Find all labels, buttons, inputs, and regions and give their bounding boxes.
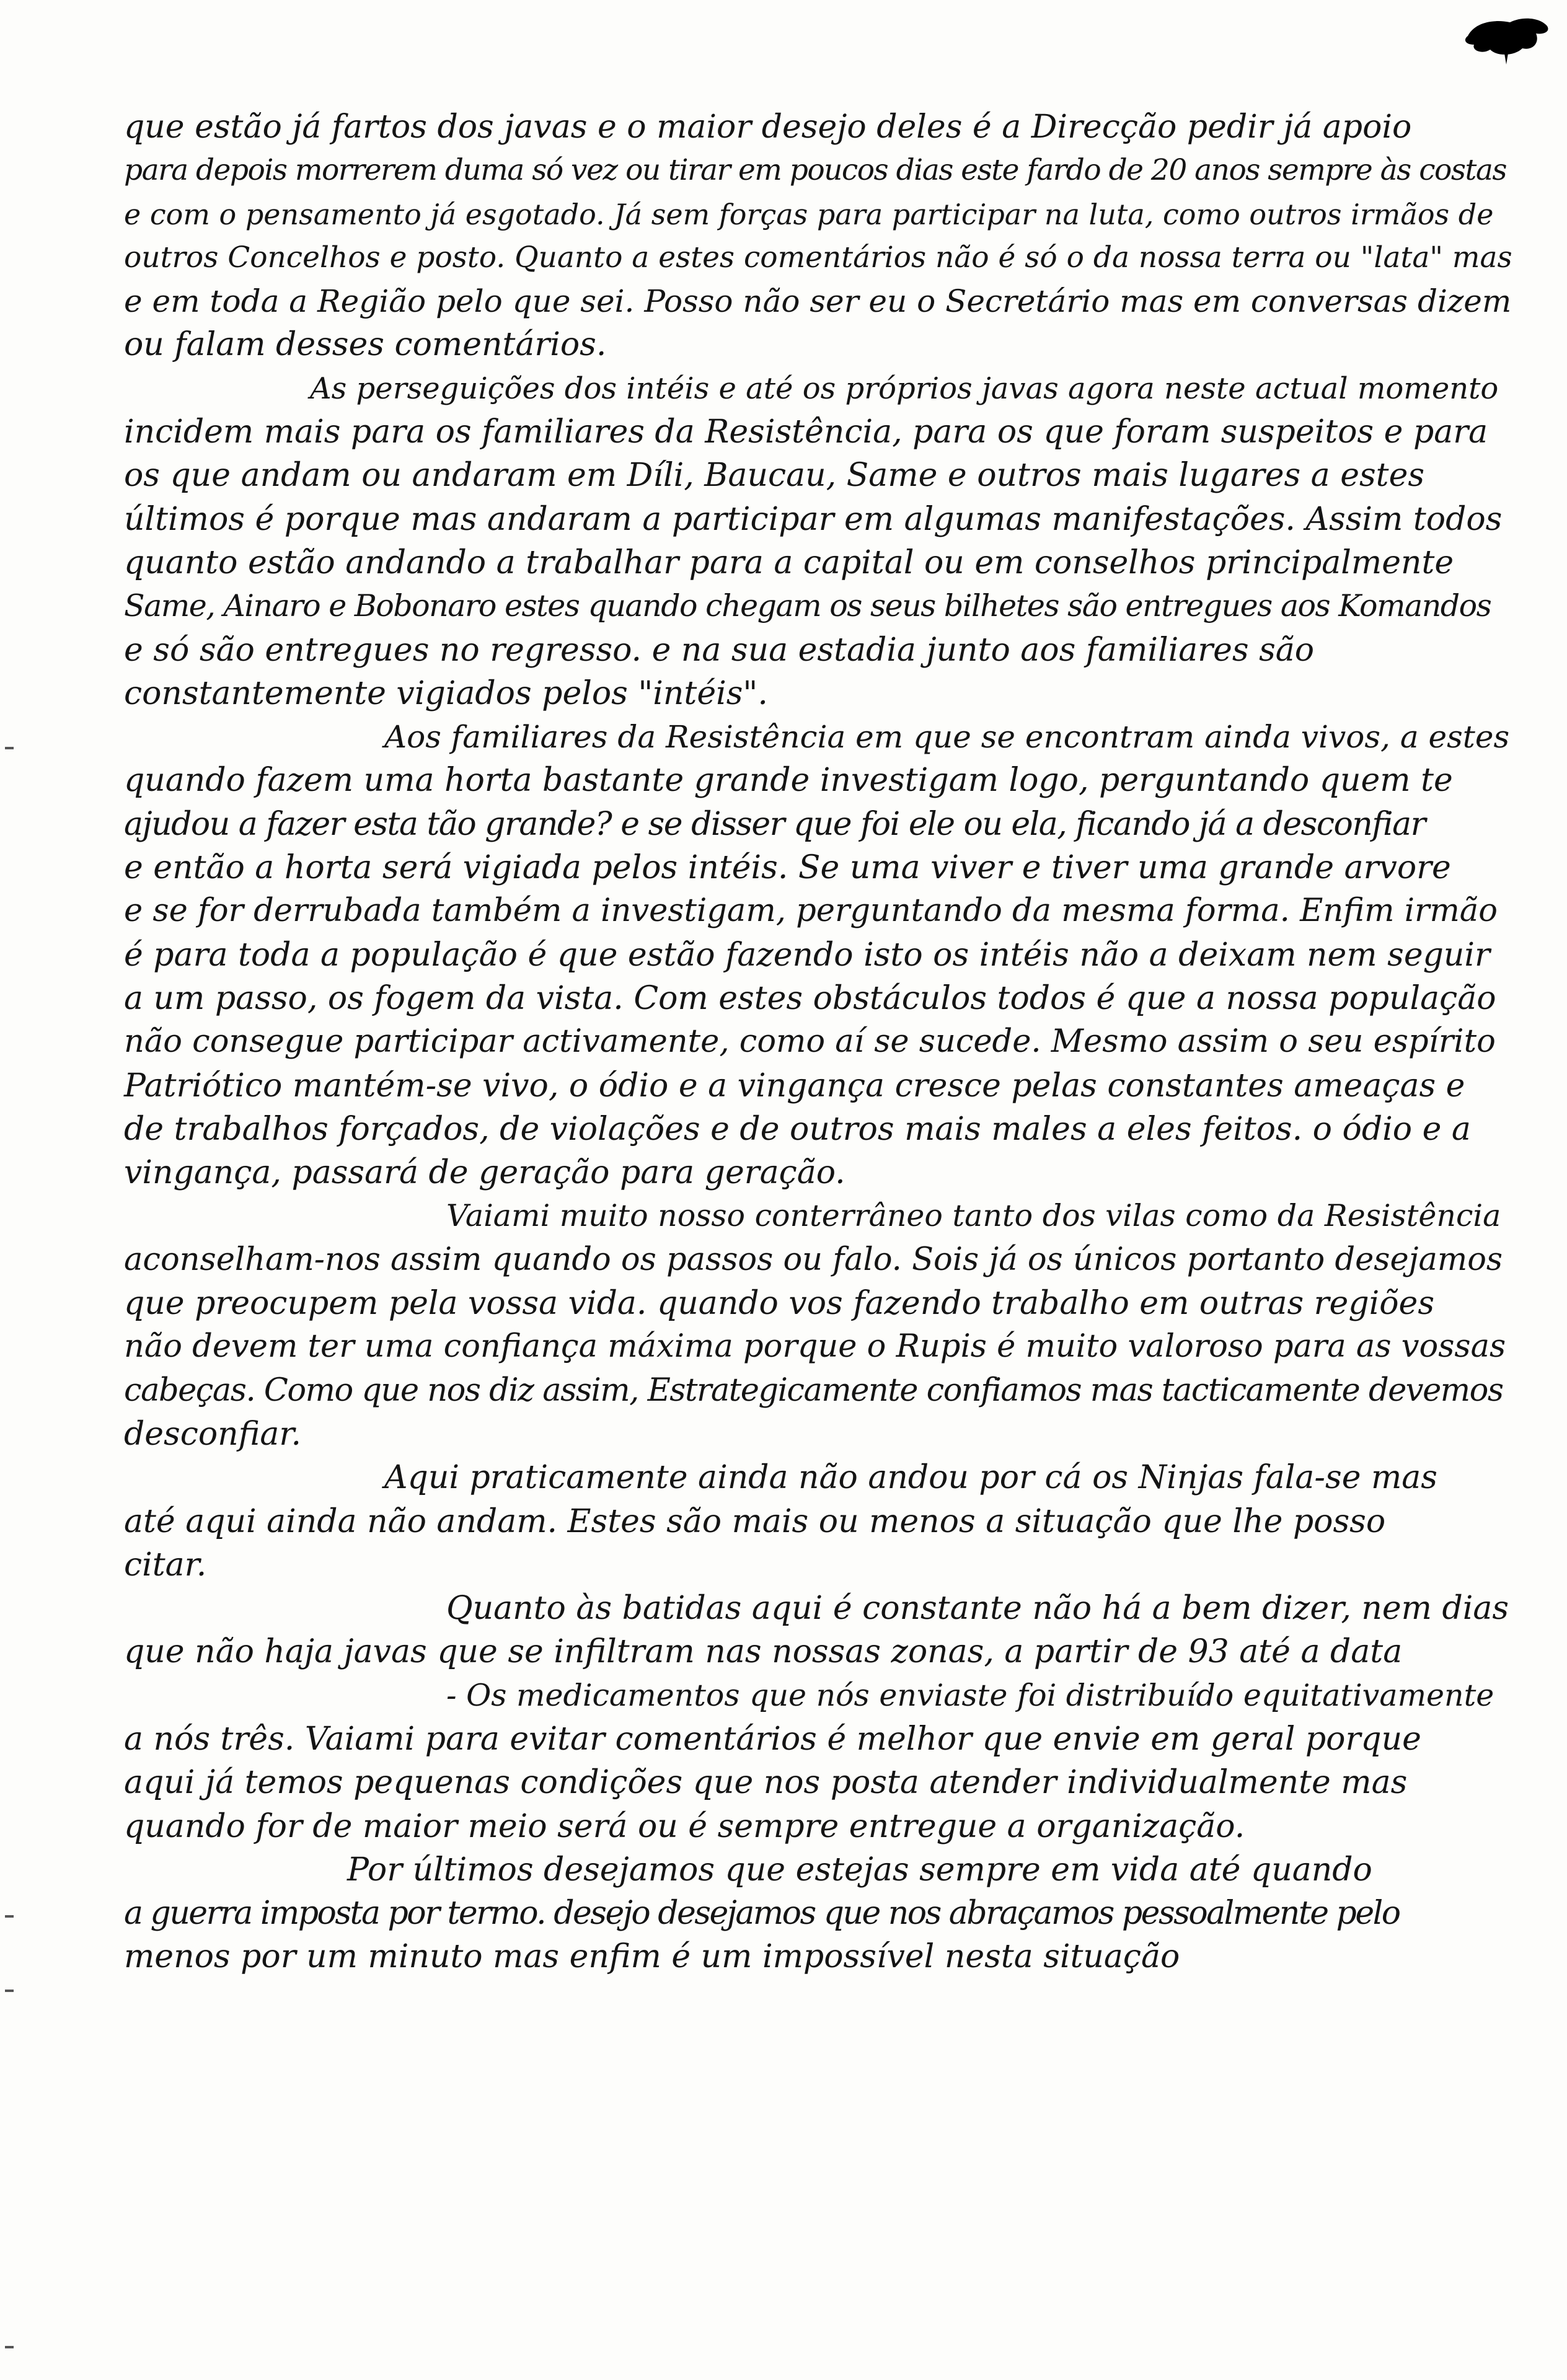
text-line: ajudou a fazer esta tão grande? e se disser que foi ele ou ela, ficando já a desconfiar [124,805,1426,843]
text-line: e então a horta será vigiada pelos intéis. Se uma viver e tiver uma grande arvore [124,849,1451,887]
margin-tick [5,1915,14,1918]
ink-blot-icon [1460,11,1553,67]
text-line: constantemente vigiados pelos "intéis". [124,674,768,712]
text-line: incidem mais para os familiares da Resistência, para os que foram suspeitos e para [124,413,1488,451]
margin-tick [5,1990,14,1992]
paragraph-start: Por últimos desejamos que estejas sempre em vida até quando [347,1851,1372,1889]
margin-tick [5,747,14,749]
text-line: quanto estão andando a trabalhar para a capital ou em conselhos principalmente [124,544,1454,581]
text-line: ou falam desses comentários. [124,326,607,364]
text-line: e só são entregues no regresso. e na sua estadia junto aos familiares são [124,631,1315,669]
text-line: que preocupem pela vossa vida. quando vos fazendo trabalho em outras regiões [124,1285,1434,1323]
paragraph-start: Aqui praticamente ainda não andou por cá os Ninjas fala-se mas [384,1459,1437,1497]
text-line: citar. [124,1546,207,1584]
text-line: até aqui ainda não andam. Estes são mais ou menos a situação que lhe posso [124,1502,1386,1540]
paragraph-start: Aos familiares da Resistência em que se encontram ainda vivos, a estes [384,719,1510,756]
text-line: a guerra imposta por termo. desejo desejamos que nos abraçamos pessoalmente pelo [124,1895,1400,1933]
text-line: Patriótico mantém-se vivo, o ódio e a vingança cresce pelas constantes ameaças e [124,1067,1465,1104]
text-line: quando for de maior meio será ou é sempre entregue a organização. [124,1807,1245,1845]
text-line: Same, Ainaro e Bobonaro estes quando chegam os seus bilhetes são entregues aos Komandos [124,588,1491,624]
paragraph-start: - Os medicamentos que nós enviaste foi distribuído equitativamente [446,1677,1494,1713]
text-line: a um passo, os fogem da vista. Com estes obstáculos todos é que a nossa população [124,979,1496,1017]
text-line: vingança, passará de geração para geração. [124,1154,845,1192]
text-line: últimos é porque mas andaram a participar em algumas manifestações. Assim todos [124,500,1503,538]
text-line: que estão já fartos dos javas e o maior desejo deles é a Direcção pedir já apoio [124,108,1412,146]
text-line: não devem ter uma confiança máxima porque o Rupis é muito valoroso para as vossas [124,1328,1506,1365]
text-line: e com o pensamento já esgotado. Já sem forças para participar na luta, como outros irmãos de [124,197,1494,231]
text-line: quando fazem uma horta bastante grande investigam logo, perguntando quem te [124,762,1453,800]
text-line: aconselham-nos assim quando os passos ou falo. Sois já os únicos portanto desejamos [124,1241,1503,1278]
text-line: cabeças. Como que nos diz assim, Estrategicamente confiamos mas tacticamente devemos [124,1372,1503,1409]
text-line: a nós três. Vaiami para evitar comentários é melhor que envie em geral porque [124,1720,1421,1758]
text-line: de trabalhos forçados, de violações e de outros mais males a eles feitos. o ódio e a [124,1110,1471,1148]
text-line: outros Concelhos e posto. Quanto a estes comentários não é só o da nossa terra ou "lata" mas [124,240,1512,275]
text-line: e em toda a Região pelo que sei. Posso não ser eu o Secretário mas em conversas dizem [124,283,1512,320]
letter-body [124,105,1512,1979]
paragraph-start: Quanto às batidas aqui é constante não há a bem dizer, nem dias [446,1590,1509,1628]
text-line: desconfiar. [124,1415,302,1453]
paragraph-start: Vaiami muito nosso conterrâneo tanto dos vilas como da Resistência [446,1198,1501,1234]
text-line: e se for derrubada também a investigam, perguntando da mesma forma. Enfim irmão [124,892,1498,930]
text-line: é para toda a população é que estão fazendo isto os intéis não a deixam nem seguir [124,936,1490,974]
text-line: não consegue participar activamente, como aí se sucede. Mesmo assim o seu espírito [124,1023,1496,1060]
text-line: os que andam ou andaram em Díli, Baucau, Same e outros mais lugares a estes [124,457,1425,495]
text-line: aqui já temos pequenas condições que nos posta atender individualmente mas [124,1764,1408,1802]
text-line: para depois morrerem duma só vez ou tirar em poucos dias este fardo de 20 anos sempre às costas [124,153,1506,188]
text-line: que não haja javas que se infiltram nas nossas zonas, a partir de 93 até a data [124,1633,1403,1671]
text-line: menos por um minuto mas enfim é um impossível nesta situação [124,1938,1180,1976]
margin-tick [5,2346,14,2348]
paragraph-start: As perseguições dos intéis e até os próprios javas agora neste actual momento [310,371,1499,406]
